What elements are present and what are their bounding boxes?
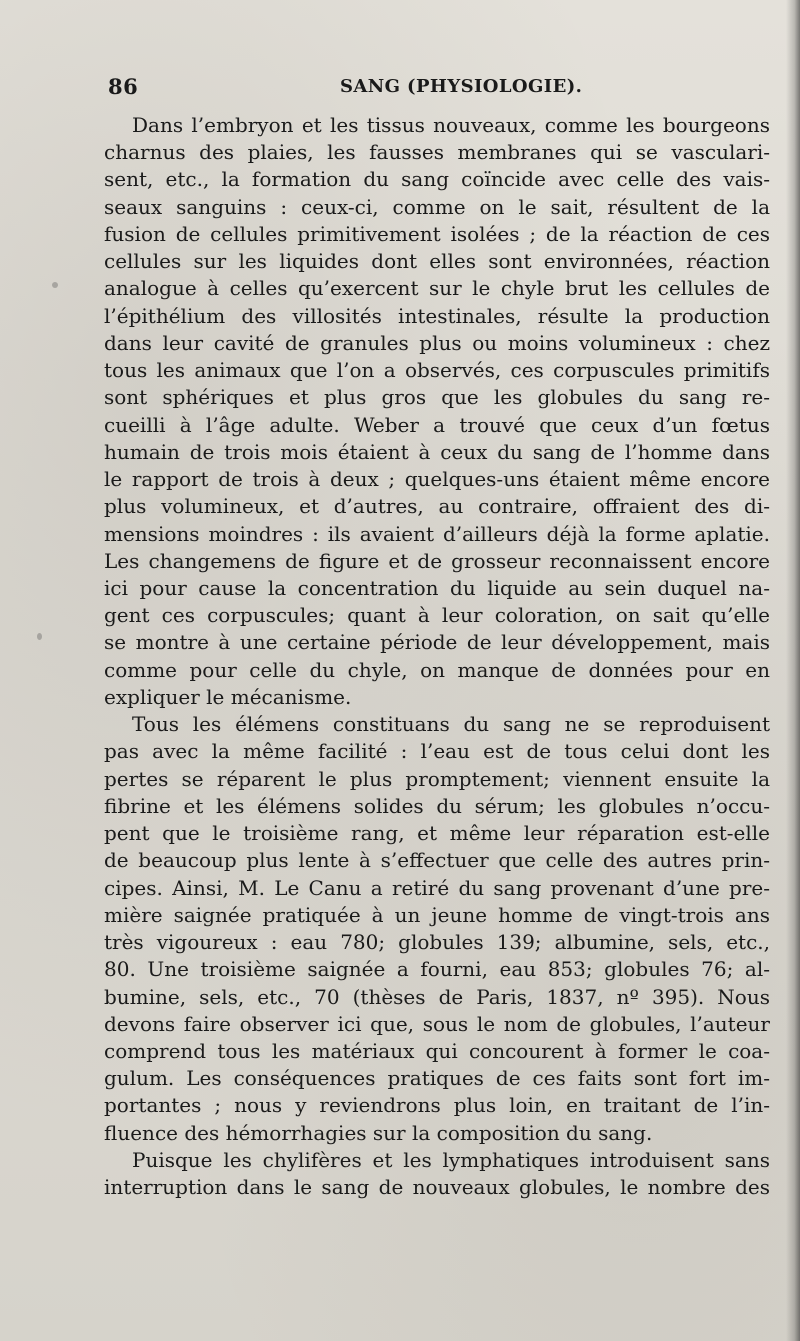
text-line: pent que le troisième rang, et même leur réparation est-elle (104, 821, 770, 846)
ink-spot (37, 633, 42, 640)
text-line: très vigoureux : eau 780; globules 139; albumine, sels, etc., (104, 930, 770, 955)
paragraph (104, 112, 770, 711)
text-line: se montre à une certaine période de leur développement, mais (104, 630, 770, 655)
text-line: Dans l’embryon et les tissus nouveaux, comme les bourgeons (132, 113, 770, 137)
text-line: cellules sur les liquides dont elles sont environnées, réaction (104, 249, 770, 274)
text-line: fluence des hémorrhagies sur la composition du sang. (104, 1120, 653, 1145)
text-line: ici pour cause la concentration du liquide au sein duquel na- (104, 575, 770, 600)
text-line: mière saignée pratiquée à un jeune homme de vingt-trois ans (104, 902, 770, 927)
text-line: analogue à celles qu’exercent sur le chyle brut les cellules de (104, 276, 770, 301)
text-line: seaux sanguins : ceux-ci, comme on le sait, résultent de la (104, 194, 770, 219)
text-line: sent, etc., la formation du sang coïncide avec celle des vais- (104, 167, 770, 192)
text-line: humain de trois mois étaient à ceux du sang de l’homme dans (104, 439, 770, 464)
text-line: fibrine et les élémens solides du sérum; les globules n’occu- (104, 793, 770, 818)
text-line: le rapport de trois à deux ; quelques-uns étaient même encore (104, 467, 770, 492)
text-body (104, 112, 770, 1232)
paragraph (104, 1147, 770, 1201)
text-line: plus volumineux, et d’autres, au contraire, offraient des di- (104, 494, 770, 519)
page-header (108, 70, 768, 106)
page-spine-shadow (786, 0, 800, 1341)
text-line: pertes se réparent le plus promptement; viennent ensuite la (104, 766, 770, 791)
text-line: interruption dans le sang de nouveaux globules, le nombre des (104, 1175, 770, 1200)
text-line: Tous les élémens constituans du sang ne se reproduisent (132, 712, 770, 737)
text-line: tous les animaux que l’on a observés, ces corpuscules primitifs (104, 358, 770, 383)
paragraph (104, 711, 770, 1147)
text-line: gulum. Les conséquences pratiques de ces faits sont fort im- (104, 1066, 770, 1091)
text-line: Puisque les chylifères et les lymphatiques introduisent sans (132, 1147, 770, 1172)
text-line: mensions moindres : ils avaient d’ailleurs déjà la forme aplatie. (104, 521, 770, 546)
text-line: gent ces corpuscules; quant à leur coloration, on sait qu’elle (104, 603, 770, 628)
text-line: bumine, sels, etc., 70 (thèses de Paris, 1837, nº 395). Nous (104, 984, 770, 1009)
text-line: Les changemens de figure et de grosseur reconnaissent encore (104, 548, 770, 573)
text-line: comprend tous les matériaux qui concourent à former le coa- (104, 1038, 770, 1063)
text-line: charnus des plaies, les fausses membranes qui se vasculari- (104, 140, 770, 165)
text-line: expliquer le mécanisme. (104, 684, 352, 709)
text-line: cueilli à l’âge adulte. Weber a trouvé que ceux d’un fœtus (104, 412, 770, 437)
text-line: cipes. Ainsi, M. Le Canu a retiré du sang provenant d’une pre- (104, 875, 770, 900)
text-line: sont sphériques et plus gros que les globules du sang re- (104, 385, 770, 410)
running-head: SANG (PHYSIOLOGIE). (340, 76, 583, 97)
text-line: dans leur cavité de granules plus ou moins volumineux : chez (104, 330, 770, 355)
ink-spot (52, 282, 58, 288)
text-line: devons faire observer ici que, sous le nom de globules, l’auteur (104, 1011, 770, 1036)
page-number: 86 (108, 74, 139, 99)
text-line: l’épithélium des villosités intestinales, résulte la production (104, 303, 770, 328)
text-line: portantes ; nous y reviendrons plus loin, en traitant de l’in- (104, 1093, 770, 1118)
text-line: de beaucoup plus lente à s’effectuer que celle des autres prin- (104, 848, 770, 873)
text-line: fusion de cellules primitivement isolées ; de la réaction de ces (104, 221, 770, 246)
text-line: 80. Une troisième saignée a fourni, eau 853; globules 76; al- (104, 957, 770, 982)
text-line: comme pour celle du chyle, on manque de données pour en (104, 657, 770, 682)
text-line: pas avec la même facilité : l’eau est de tous celui dont les (104, 739, 770, 764)
